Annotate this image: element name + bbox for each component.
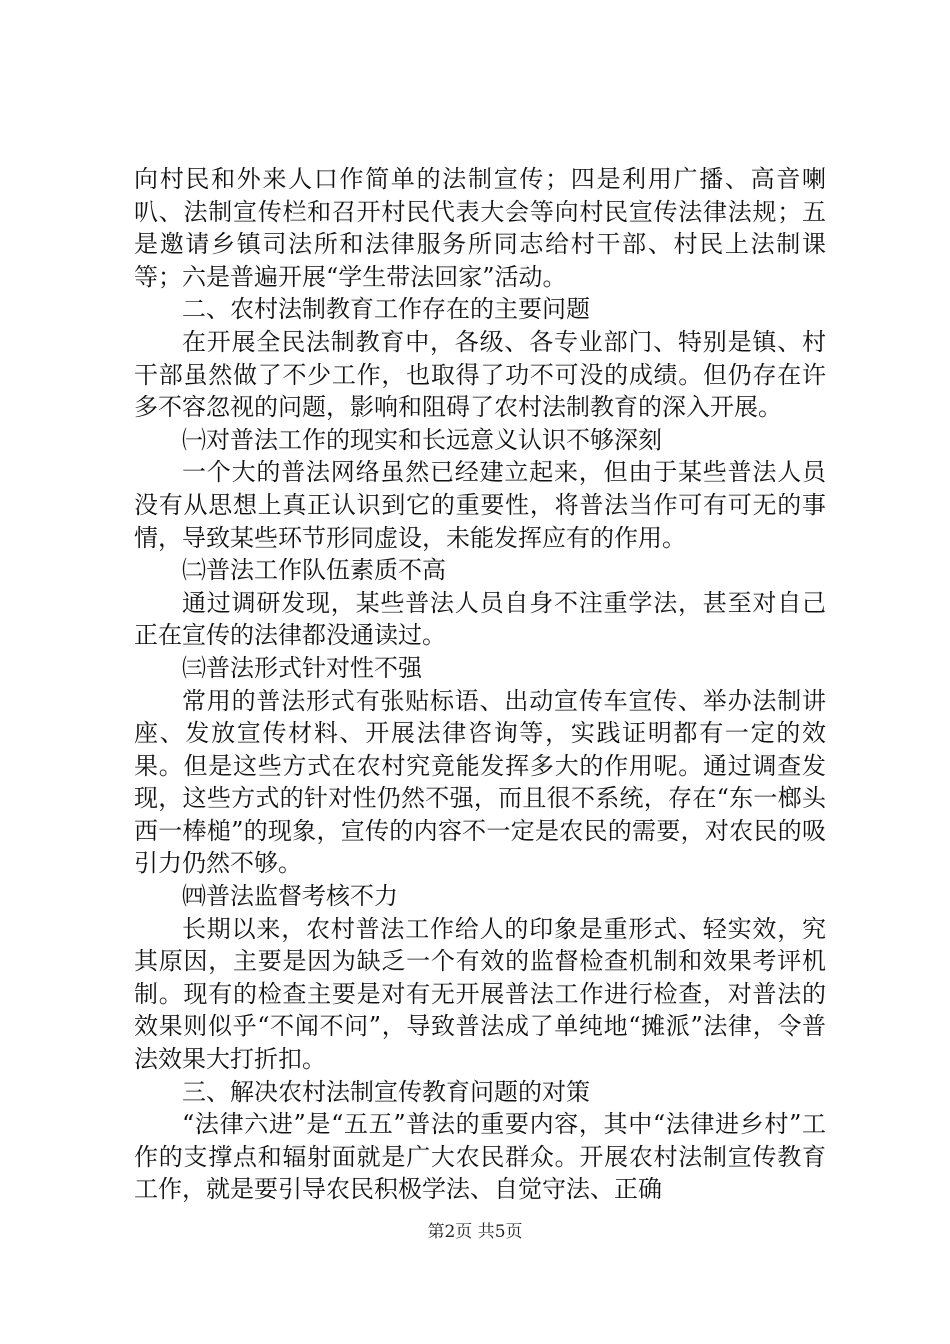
subsection-heading: ㈢普法形式针对性不强 bbox=[182, 653, 422, 682]
body-paragraph: 通过调研发现，某些普法人员自身不注重学法，甚至对自己正在宣传的法律都没通读过。 bbox=[134, 588, 826, 650]
subsection-heading: ㈠对普法工作的现实和长远意义认识不够深刻 bbox=[182, 425, 662, 454]
body-paragraph: 长期以来，农村普法工作给人的印象是重形式、轻实效，究其原因，主要是因为缺乏一个有效的监督检查机制和效果考评机制。现有的检查主要是对有无开展普法工作进行检查，对普法的效果则似乎“不闻不问”，导致普法成了单纯地“摊派”法律，令普法效果大打折扣。 bbox=[134, 914, 826, 1074]
section-heading: 三、解决农村法制宣传教育问题的对策 bbox=[182, 1077, 590, 1106]
section-heading: 二、农村法制教育工作存在的主要问题 bbox=[182, 295, 590, 324]
subsection-heading: ㈣普法监督考核不力 bbox=[182, 882, 398, 911]
body-paragraph: “法律六进”是“五五”普法的重要内容，其中“法律进乡村”工作的支撑点和辐射面就是广大农民群众。开展农村法制宣传教育工作，就是要引导农民积极学法、自觉守法、正确 bbox=[134, 1110, 826, 1204]
body-paragraph: 向村民和外来人口作简单的法制宣传；四是利用广播、高音喇叭、法制宣传栏和召开村民代表大会等向村民宣传法律法规；五是邀请乡镇司法所和法律服务所同志给村干部、村民上法制课等；六是普遍开展“学生带法回家”活动。 bbox=[134, 165, 826, 291]
page-number-footer: 第2页 共5页 bbox=[427, 1222, 523, 1242]
body-paragraph: 在开展全民法制教育中，各级、各专业部门、特别是镇、村干部虽然做了不少工作，也取得了功不可没的成绩。但仍存在许多不容忽视的问题，影响和阻碍了农村法制教育的深入开展。 bbox=[134, 327, 826, 422]
body-paragraph: 一个大的普法网络虽然已经建立起来，但由于某些普法人员没有从思想上真正认识到它的重要性，将普法当作可有可无的事情，导致某些环节形同虚设，未能发挥应有的作用。 bbox=[134, 458, 826, 552]
body-paragraph: 常用的普法形式有张贴标语、出动宣传车宣传、举办法制讲座、发放宣传材料、开展法律咨询等，实践证明都有一定的效果。但是这些方式在农村究竟能发挥多大的作用呢。通过调查发现，这些方式的针对性仍然不强，而且很不系统，存在“东一榔头西一棒槌”的现象，宣传的内容不一定是农民的需要，对农民的吸引力仍然不够。 bbox=[134, 686, 826, 878]
document-body bbox=[134, 163, 826, 1206]
subsection-heading: ㈡普法工作队伍素质不高 bbox=[182, 556, 446, 585]
